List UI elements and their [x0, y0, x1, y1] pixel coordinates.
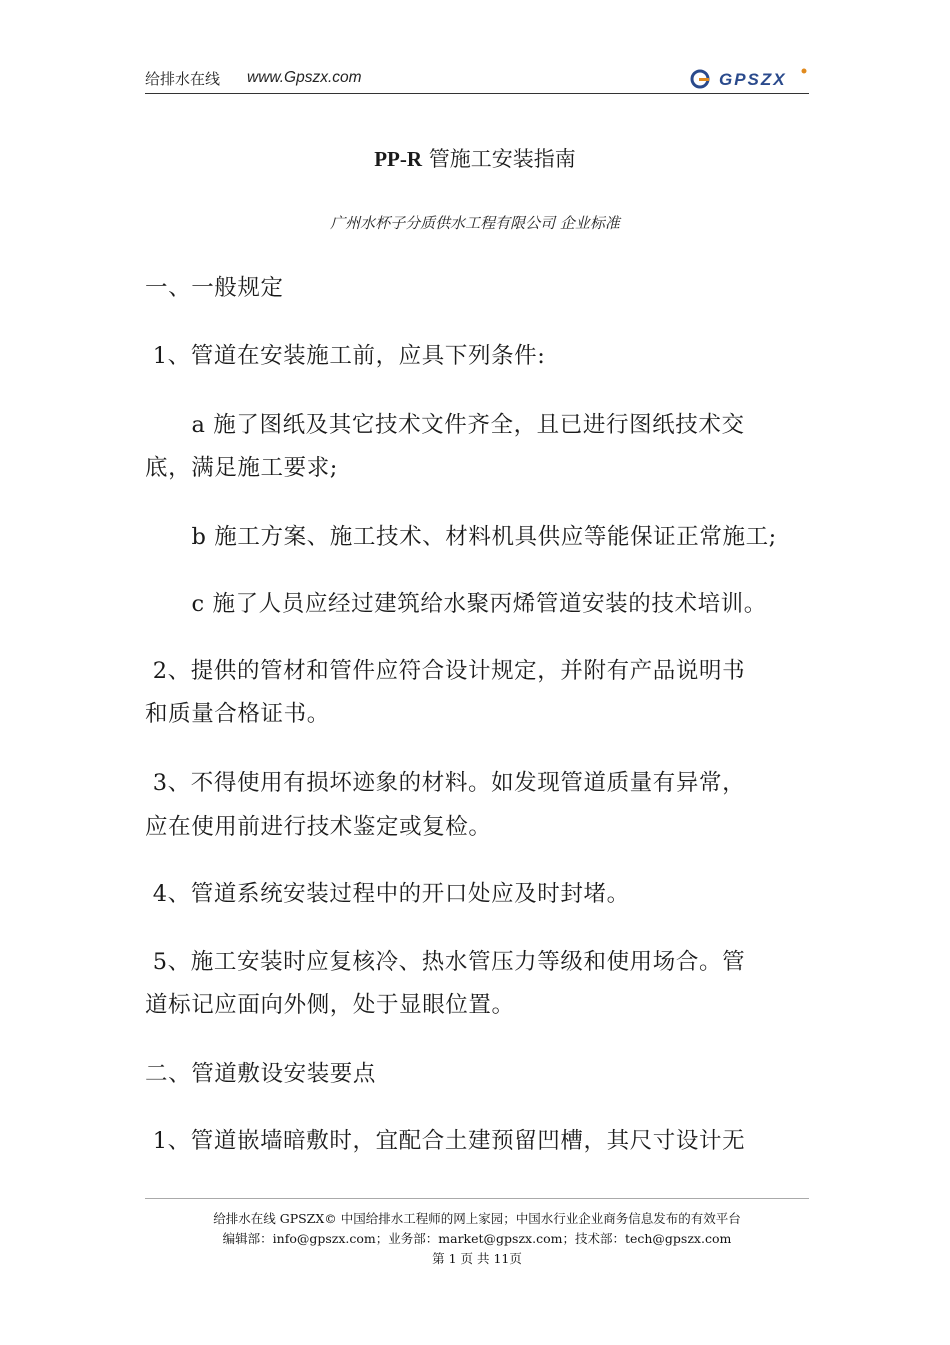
paragraph-line: 1、管道在安装施工前，应具下列条件: [145, 343, 546, 369]
document-subtitle: 广州水杯子分质供水工程有限公司 企业标准 [330, 214, 620, 232]
paragraph-line: 2、提供的管材和管件应符合设计规定，并附有产品说明书 [145, 658, 746, 684]
paragraph-line: 底，满足施工要求; [145, 455, 338, 481]
page-header [145, 66, 809, 94]
paragraph-line: 4、管道系统安装过程中的开口处应及时封堵。 [145, 881, 630, 907]
document-title [0, 143, 950, 173]
footer-slogan: 给排水在线 GPSZX© 中国给排水工程师的网上家园；中国水行业企业商务信息发布的有效平台 [213, 1211, 741, 1226]
paragraph-line: 和质量合格证书。 [145, 701, 330, 727]
section-heading: 二、管道敷设安装要点 [145, 1061, 377, 1087]
paragraph-line: 1、管道嵌墙暗敷时，宜配合土建预留凹槽，其尺寸设计无 [145, 1128, 746, 1154]
header-url[interactable]: www.Gpszx.com [247, 69, 362, 86]
paragraph-line: b 施工方案、施工技术、材料机具供应等能保证正常施工; [145, 524, 777, 550]
footer-contacts: 编辑部：info@gpszx.com；业务部：market@gpszx.com；技术部：tech@gpszx.com [222, 1231, 732, 1246]
title-bold: PP-R [374, 147, 423, 171]
section-heading: 一、一般规定 [145, 275, 284, 301]
logo-text: GPSZX [719, 70, 787, 89]
title-rest: 管施工安装指南 [422, 147, 576, 171]
page-number: 第 1 页 共 11页 [432, 1251, 522, 1266]
paragraph-line: c 施了人员应经过建筑给水聚丙烯管道安装的技术培训。 [145, 591, 767, 617]
paragraph-line: 道标记应面向外侧，处于显眼位置。 [145, 992, 515, 1018]
paragraph-line: 5、施工安装时应复核冷、热水管压力等级和使用场合。管 [145, 949, 746, 975]
paragraph-line: 3、不得使用有损坏迹象的材料。如发现管道质量有异常， [145, 770, 746, 796]
paragraph-line: 应在使用前进行技术鉴定或复检。 [145, 814, 492, 840]
page-footer [145, 1198, 809, 1266]
gpszx-logo [689, 66, 809, 90]
header-site-name: 给排水在线 [145, 70, 221, 88]
paragraph-line: a 施了图纸及其它技术文件齐全，且已进行图纸技术交 [145, 412, 745, 438]
